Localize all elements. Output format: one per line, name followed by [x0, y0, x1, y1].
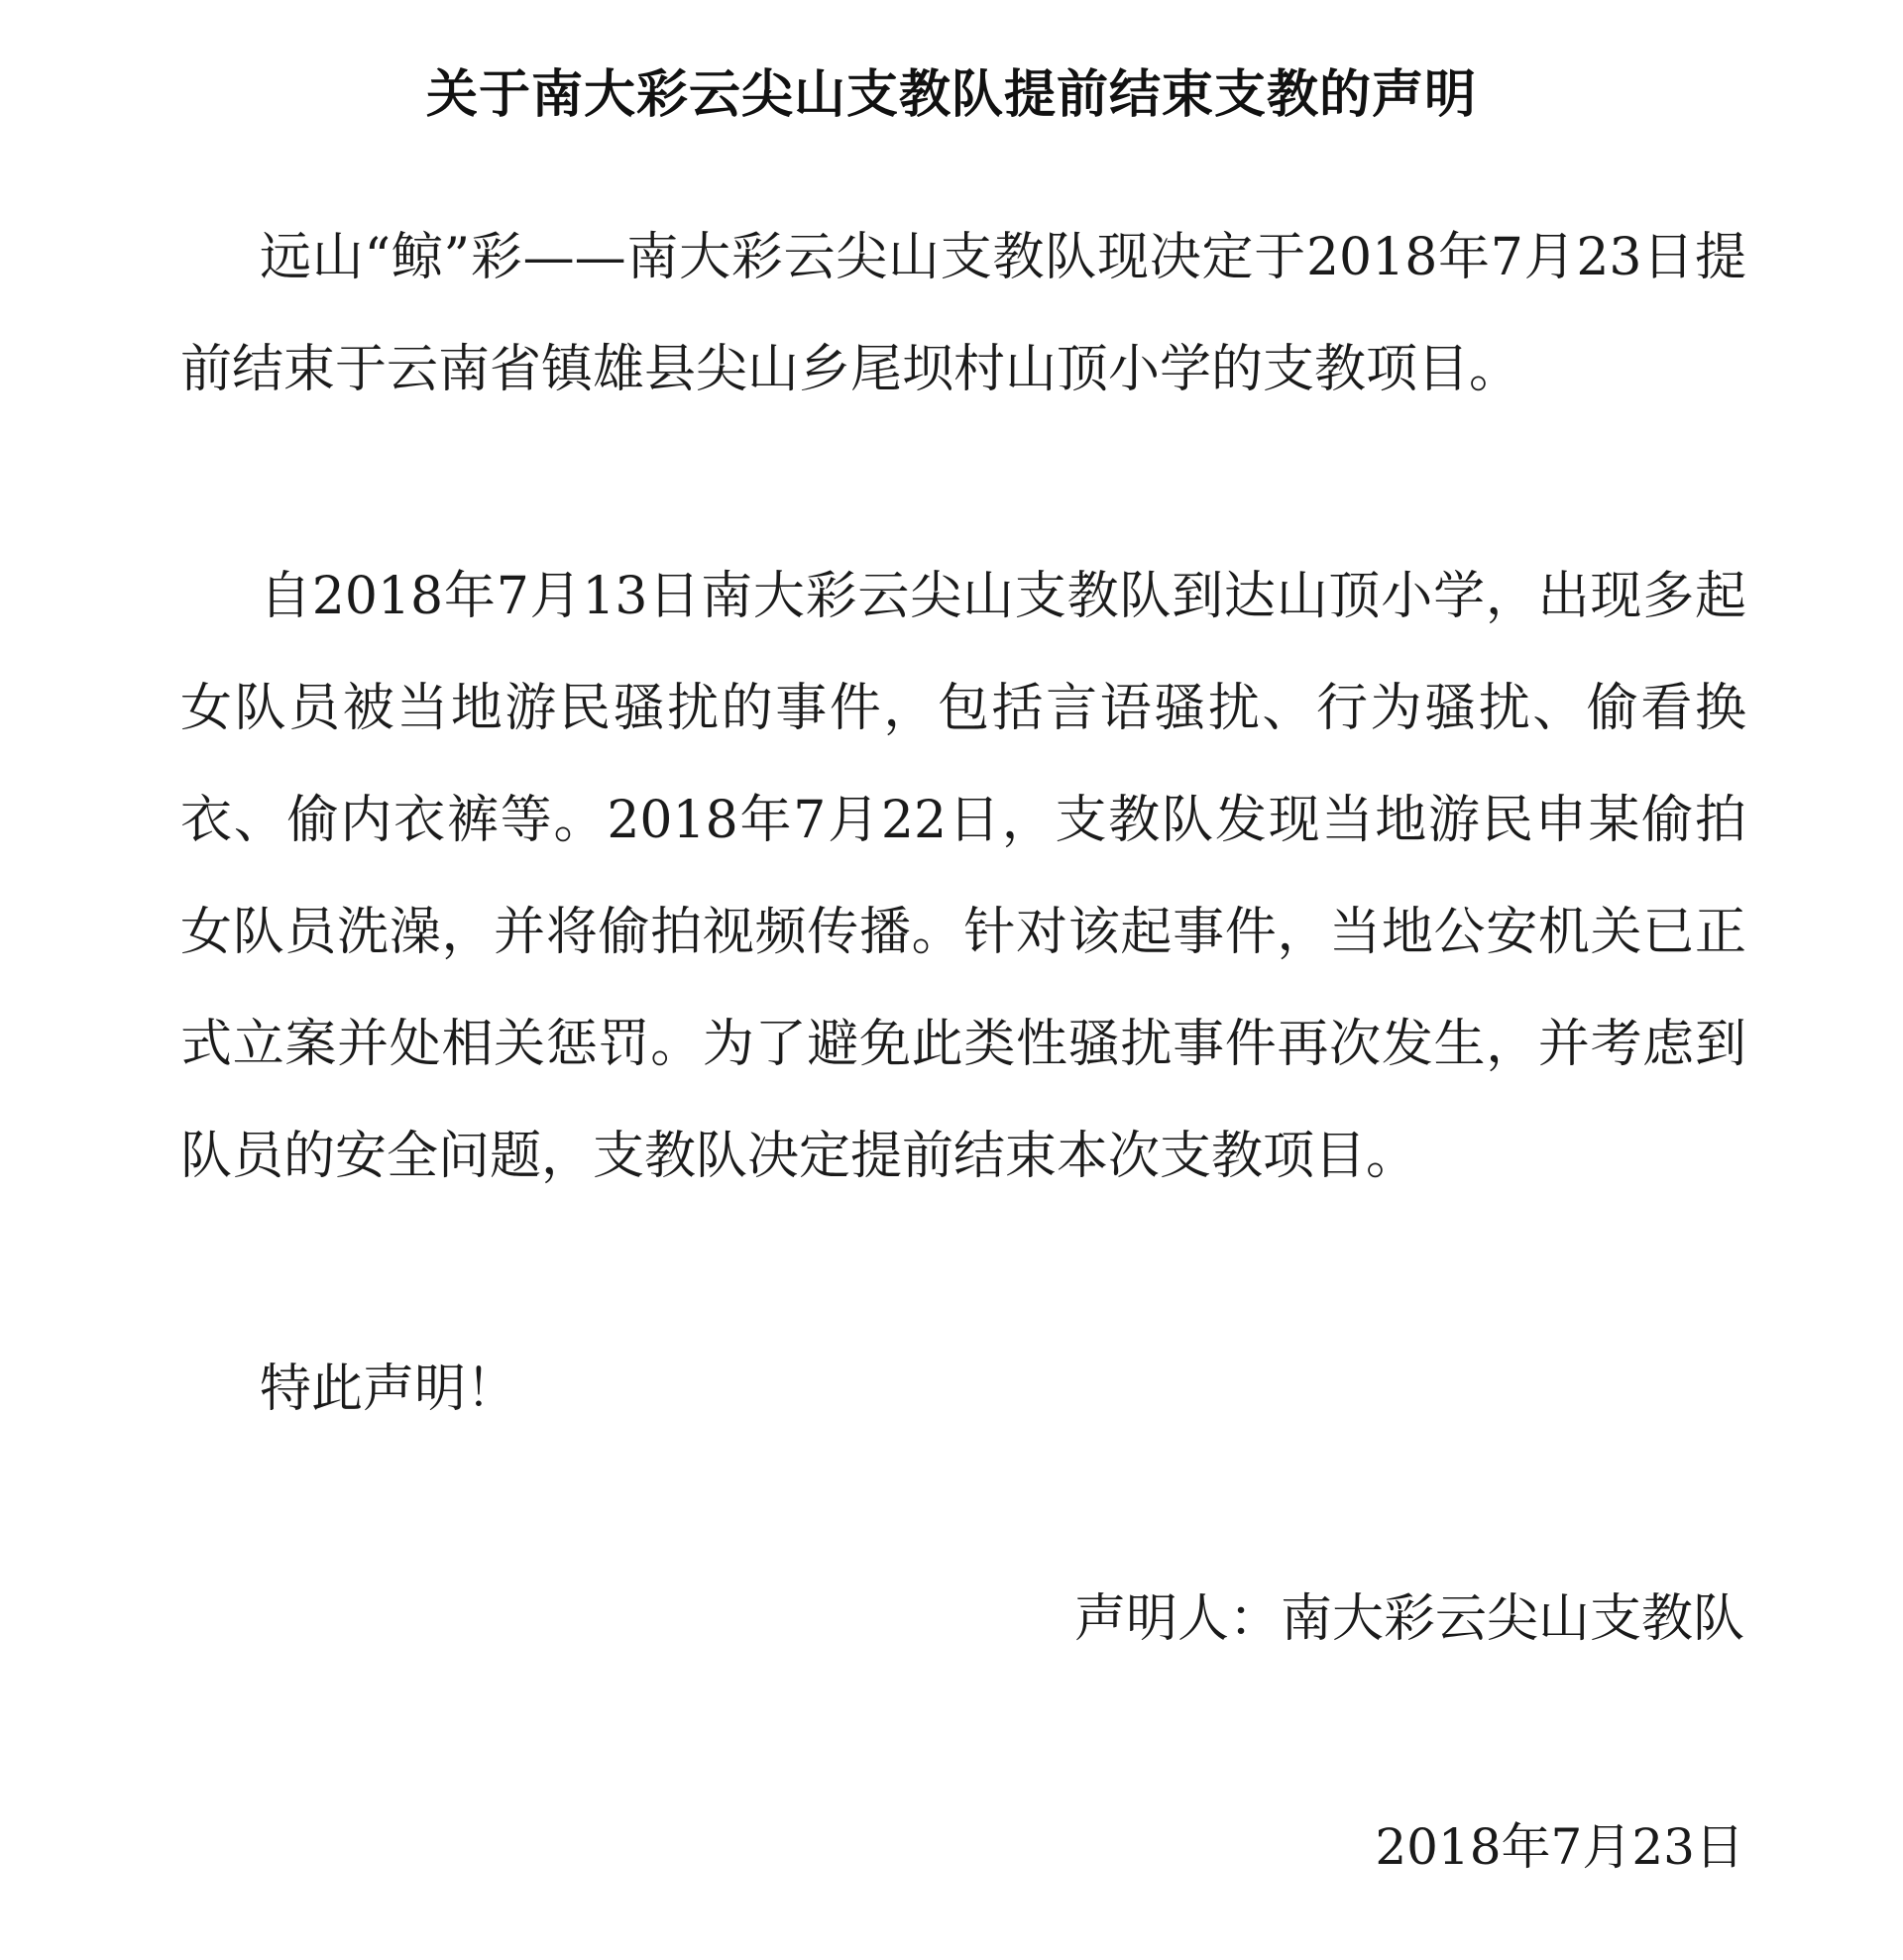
paragraph-decision: 远山“鲸”彩——南大彩云尖山支教队现决定于2018年7月23日提前结束于云南省镇雄县尖山乡尾坝村山顶小学的支教项目。 [180, 228, 1746, 399]
paragraph-closing: 特此声明！ [260, 1360, 518, 1419]
signature-line: 声明人：南大彩云尖山支教队 [1073, 1589, 1744, 1649]
statement-date: 2018年7月23日 [1375, 1818, 1744, 1876]
document-title: 关于南大彩云尖山支教队提前结束支教的声明 [425, 65, 1477, 125]
paragraph-incident: 自2018年7月13日南大彩云尖山支教队到达山顶小学，出现多起女队员被当地游民骚扰的事件，包括言语骚扰、行为骚扰、偷看换衣、偷内衣裤等。2018年7月22日，支教队发现当地游民申某偷拍女队员洗澡，并将偷拍视频传播。针对该起事件，当地公安机关已正式立案并处相关惩罚。为了避免此类性骚扰事件再次发生，并考虑到队员的安全问题，支教队决定提前结束本次支教项目。 [180, 567, 1746, 1186]
